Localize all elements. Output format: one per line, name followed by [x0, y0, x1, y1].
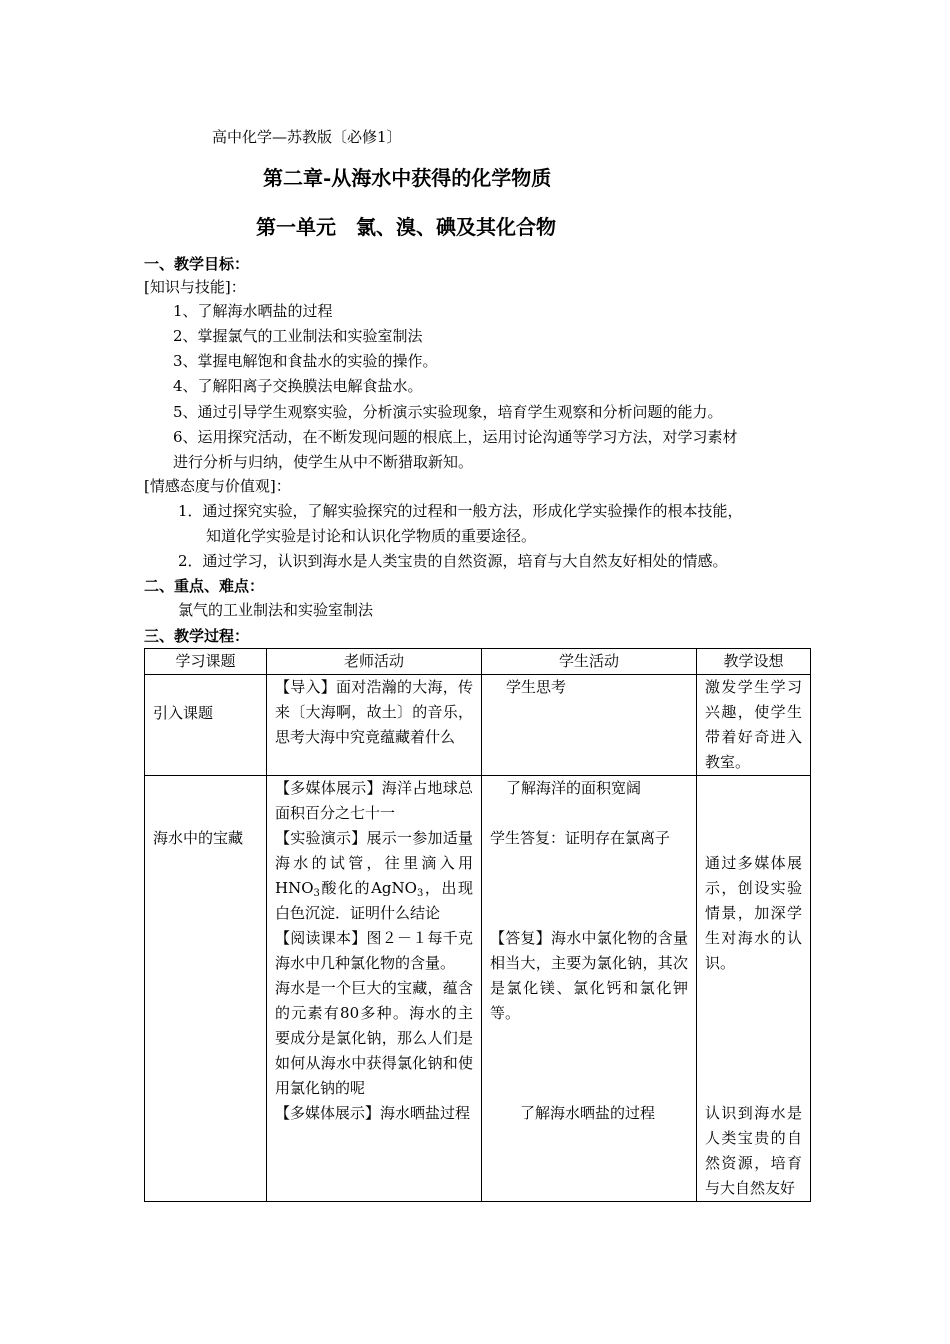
topic-cell: [145, 776, 267, 1202]
chapter-title: 第二章-从海水中获得的化学物质: [263, 166, 552, 190]
unit-title: 第一单元 氯、溴、碘及其化合物: [256, 215, 556, 239]
design-cell: [697, 776, 811, 1202]
student-activity-cell: [482, 776, 697, 1202]
teacher-activity-text: 【多媒体展示】海水晒盐过程: [275, 1104, 471, 1122]
student-activity-cell: [482, 675, 697, 776]
teacher-activity-fragment: ，出现白色沉淀．证明什么结论: [275, 879, 473, 922]
design-cell: [697, 675, 811, 776]
teacher-activity-fragment: 酸化的AgNO: [319, 879, 417, 897]
student-activity-text: 学生答复：证明存在氯离子: [490, 829, 671, 847]
subscript: 3: [416, 888, 424, 899]
key-points-heading: 二、重点、难点：: [144, 577, 265, 595]
teacher-activity-cell: [267, 675, 482, 776]
teacher-activity-cell: [267, 776, 482, 1202]
subject-line: 高中化学—苏教版〔必修1〕: [212, 128, 402, 146]
student-activity-text: 了解海洋的面积宽阔: [506, 779, 642, 797]
knowledge-item: 6、运用探究活动，在不断发现问题的根底上，运用讨论沟通等学习方法，对学习素材: [173, 428, 738, 446]
teacher-activity-fragment: 【实验演示】展示一参加适量海水的试管，往里滴入用HNO: [275, 829, 473, 897]
knowledge-item: 3、掌握电解饱和食盐水的实验的操作。: [173, 352, 438, 370]
process-heading: 三、教学过程：: [144, 627, 250, 645]
column-header: 学习课题: [145, 649, 267, 675]
student-activity-text: 学生思考: [506, 678, 567, 696]
topic-cell: [145, 675, 267, 776]
knowledge-item: 2、掌握氯气的工业制法和实验室制法: [173, 327, 423, 345]
key-points-text: 氯气的工业制法和实验室制法: [178, 601, 374, 619]
design-text: 认识到海水是人类宝贵的自然资源，培育与大自然友好: [705, 1104, 802, 1197]
knowledge-item: 1、了解海水晒盐的过程: [173, 302, 333, 320]
topic-text: 引入课题: [153, 704, 214, 722]
knowledge-item: 5、通过引导学生观察实验，分析演示实验现象，培育学生观察和分析问题的能力。: [173, 403, 723, 421]
table-header-row: [145, 649, 811, 675]
teacher-activity-text: 【阅读课本】图２－１每千克海水中几种氯化物的含量。: [275, 929, 473, 972]
attitude-item: 1．通过探究实验，了解实验探究的过程和一般方法，形成化学实验操作的根本技能，: [178, 502, 743, 520]
objectives-heading: 一、教学目标：: [144, 255, 250, 273]
subscript: 3: [313, 888, 320, 899]
knowledge-heading: [知识与技能]：: [144, 278, 246, 296]
knowledge-item-continued: 进行分析与归纳，使学生从中不断猎取新知。: [173, 453, 474, 471]
attitude-item-continued: 知道化学实验是讨论和认识化学物质的重要途径。: [206, 527, 537, 545]
design-text: 通过多媒体展示，创设实验情景，加深学生对海水的认识。: [705, 854, 802, 972]
topic-text: 海水中的宝藏: [153, 829, 244, 847]
column-header: 老师活动: [267, 649, 482, 675]
teacher-activity-text: [275, 826, 473, 926]
student-activity-text: 了解海水晒盐的过程: [520, 1104, 656, 1122]
teacher-activity-text: 【导入】面对浩瀚的大海，传来〔大海啊，故土〕的音乐，思考大海中究竟蕴藏着什么: [275, 678, 473, 746]
attitude-item: 2．通过学习，认识到海水是人类宝贵的自然资源，培育与大自然友好相处的情感。: [178, 552, 728, 570]
column-header: 教学设想: [697, 649, 811, 675]
teacher-activity-text: 海水是一个巨大的宝藏，蕴含的元素有80多种。海水的主要成分是氯化钠，那么人们是如何从海水中获得氯化钠和使用氯化钠的呢: [275, 979, 473, 1097]
table-row: [145, 675, 811, 776]
student-activity-text: 【答复】海水中氯化物的含量相当大，主要为氯化钠，其次是氯化镁、氯化钙和氯化钾等。: [490, 929, 688, 1022]
attitude-heading: [情感态度与价值观]：: [144, 477, 291, 495]
teaching-process-table: [144, 648, 811, 1202]
knowledge-item: 4、了解阳离子交换膜法电解食盐水。: [173, 377, 423, 395]
table-row: [145, 776, 811, 1202]
design-text: 激发学生学习兴趣，使学生带着好奇进入教室。: [705, 678, 802, 771]
column-header: 学生活动: [482, 649, 697, 675]
teacher-activity-text: 【多媒体展示】海洋占地球总面积百分之七十一: [275, 779, 473, 822]
